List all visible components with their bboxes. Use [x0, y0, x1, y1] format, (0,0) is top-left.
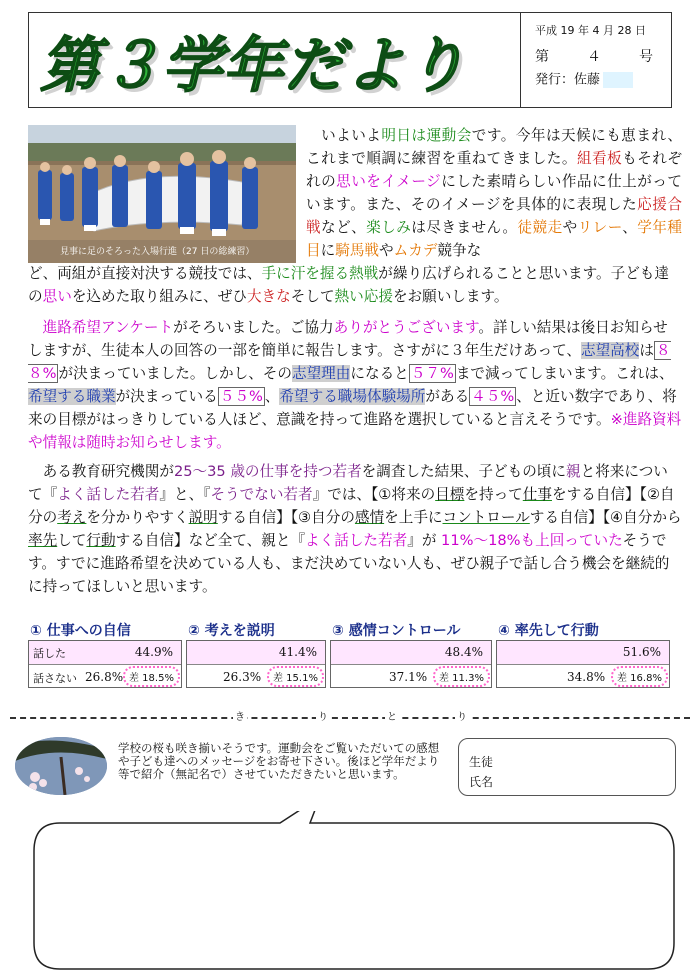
- text-segment: 目標: [435, 486, 465, 503]
- bar-box: [186, 640, 326, 688]
- issue-number-value: ４: [587, 49, 601, 65]
- paragraph-research: [28, 460, 682, 598]
- bottom-message: 学校の桜も咲き揃いそうです。運動会をご覧いただいての感想や子ども達へのメッセージをお寄せ下さい。後ほど学年だより等で紹介（無記名で）させていただきたいと思います。: [118, 741, 440, 781]
- text-segment: です。今年は天候にも恵まれ、これまで順調に練習を重ねてきました。: [306, 127, 682, 167]
- parade-photo: [28, 125, 296, 263]
- publisher-name-highlight: [603, 72, 633, 88]
- text-segment: を上手に: [384, 509, 443, 526]
- text-segment: もそれぞれの: [306, 150, 682, 190]
- text-segment: や: [379, 242, 394, 259]
- paragraph-sports-day: [306, 124, 682, 262]
- issue-prefix: 第: [535, 49, 549, 65]
- publisher: [535, 72, 633, 88]
- issue-date: 平成 19 年 4 月 28 日: [535, 24, 646, 37]
- text-segment: 学年種目: [306, 219, 682, 259]
- cut-label-3: と: [385, 708, 399, 723]
- bar-title: ④ 率先して行動: [498, 623, 599, 639]
- not-talked-value: 26.3%: [223, 670, 262, 684]
- text-segment: そうでない若者: [210, 486, 313, 503]
- text-segment: を調査した結果、子どもの頃に: [361, 463, 566, 480]
- issue-number: [535, 50, 653, 64]
- text-segment: ある教育研究機関が: [28, 463, 174, 480]
- bar-box: [330, 640, 492, 688]
- bar-title: ③ 感情コントロール: [332, 623, 461, 639]
- talked-label: 話した: [33, 647, 66, 660]
- text-segment: して: [57, 532, 87, 549]
- text-segment: 志望理由: [291, 365, 351, 382]
- text-segment: が繰り広げられることと思います。子ども達の: [28, 265, 669, 305]
- text-segment: 希望する職場体験場所: [279, 388, 426, 405]
- text-segment: 仕事: [522, 486, 552, 503]
- not-talked-value: 34.8%: [567, 670, 606, 684]
- text-segment: ど、両組が直接対決する競技では、: [28, 265, 262, 282]
- text-segment: 』では、【①将来の: [312, 486, 436, 503]
- difference-badge: 差 16.8%: [611, 666, 668, 687]
- text-segment: をする自信】【②自分の: [28, 486, 675, 526]
- paragraph-career-survey: [28, 316, 682, 454]
- not-talked-label: 話さない: [33, 672, 77, 685]
- text-segment: を分かりやすく: [86, 509, 189, 526]
- text-segment: 25～35 歳の仕事を持つ若者: [173, 463, 362, 480]
- text-segment: まで減ってしまいます。これは、: [455, 365, 674, 382]
- cherry-blossom-photo: [15, 737, 107, 795]
- text-segment: する自信】など全て、親と『: [115, 532, 306, 549]
- text-segment: 』と、『: [159, 486, 211, 503]
- text-segment: 、: [264, 388, 280, 405]
- text-segment: 応援合戦: [306, 196, 682, 236]
- name-label: 氏名: [469, 775, 494, 789]
- not-talked-value: 37.1%: [389, 670, 428, 684]
- text-segment: になると: [350, 365, 409, 382]
- text-segment: いよいよ: [306, 127, 382, 144]
- text-segment: 親: [566, 463, 581, 480]
- text-segment: 率先: [28, 532, 58, 549]
- difference-badge: 差 11.3%: [433, 666, 490, 687]
- publisher-text: 発行：佐藤: [535, 72, 601, 88]
- name-box: [458, 738, 676, 796]
- text-segment: 競争な: [437, 242, 482, 259]
- text-segment: は: [639, 342, 654, 359]
- text-segment: 説明: [188, 509, 218, 526]
- bar-box: [28, 640, 182, 688]
- difference-badge: 差 18.5%: [123, 666, 180, 687]
- talked-value: 44.9%: [134, 645, 173, 659]
- text-segment: に: [320, 242, 336, 259]
- text-segment: 希望する職業: [28, 388, 116, 405]
- text-segment: は尽きません。: [411, 219, 518, 236]
- text-segment: を持って: [464, 486, 523, 503]
- text-segment: 明日は運動会: [381, 127, 472, 144]
- talked-value: 48.4%: [444, 645, 483, 659]
- text-segment: 行動: [86, 532, 116, 549]
- student-label: 生徒: [469, 755, 494, 769]
- text-segment: 感情: [354, 509, 385, 526]
- text-segment: 、と近い数字であり、将来の目標がはっきりしている人ほど、意識を持って進路を選択していると言えそうです。: [28, 388, 677, 428]
- difference-badge: 差 15.1%: [267, 666, 324, 687]
- text-segment: ※進路資料や情報は随時お知らせします。: [28, 411, 682, 451]
- text-segment: 組看板: [576, 150, 623, 167]
- text-segment: 志望高校: [580, 342, 640, 359]
- cut-line: [10, 717, 690, 719]
- bar-title: ① 仕事への自信: [30, 623, 131, 639]
- text-segment: する自信】【④自分から: [529, 509, 682, 526]
- cut-label-2: り: [316, 708, 330, 723]
- text-segment: そして: [290, 288, 335, 305]
- text-segment: ４５%: [471, 388, 515, 405]
- text-segment: よく話した若者: [305, 532, 408, 549]
- text-segment: が決まっている: [115, 388, 218, 405]
- text-segment: よく話した若者: [57, 486, 160, 503]
- text-segment: が決まっていました。しかし、その: [58, 365, 292, 382]
- text-segment: を込めた取り組みに、ぜひ: [71, 288, 247, 305]
- text-segment: 考え: [57, 509, 87, 526]
- text-segment: ムカデ: [393, 242, 438, 259]
- text-segment: 手に汗を握る熱戦: [261, 265, 379, 282]
- issue-suffix: 号: [639, 49, 653, 65]
- text-segment: 思い: [42, 288, 72, 305]
- bar-box: [496, 640, 670, 688]
- text-segment: など、: [321, 219, 367, 236]
- paragraph-sports-day-continued: [28, 262, 682, 308]
- text-segment: 大きな: [246, 288, 291, 305]
- text-segment: 徒競走: [517, 219, 563, 236]
- text-segment: 楽しみ: [366, 219, 412, 236]
- talked-value: 51.6%: [622, 645, 661, 659]
- text-segment: がある: [425, 388, 470, 405]
- cut-label-1: き: [233, 708, 247, 723]
- photo-caption: 見事に足のそろった入場行進（27 日の総練習）: [60, 247, 255, 257]
- text-segment: 思いをイメージ: [336, 173, 442, 190]
- comment-area[interactable]: [30, 811, 680, 975]
- text-segment: や: [562, 219, 578, 236]
- text-segment: 進路希望アンケート: [42, 319, 174, 336]
- text-segment: をお願いします。: [392, 288, 509, 305]
- text-segment: そうです。すでに進路希望を決めている人も、まだ決めていない人も、ぜひ親子で話し合う機会を継続的に持ってほしいと思います。: [28, 532, 670, 595]
- text-segment: リレー: [577, 219, 623, 236]
- cut-label-4: り: [455, 708, 469, 723]
- text-segment: コントロール: [442, 509, 530, 526]
- header-divider: [520, 12, 521, 108]
- text-segment: にした素晴らしい作品に仕上がっています。また、そのイメージを具体的に表現した: [306, 173, 682, 213]
- text-segment: 11%～18%も上回っていた: [441, 532, 623, 549]
- bar-title: ② 考えを説明: [188, 623, 275, 639]
- text-segment: 騎馬戦: [335, 242, 380, 259]
- text-segment: する自信】【③自分の: [217, 509, 355, 526]
- text-segment: と将来について『: [28, 463, 668, 503]
- text-segment: 、: [622, 219, 638, 236]
- text-segment: ５５%: [219, 388, 263, 405]
- text-segment: ８８%: [28, 342, 671, 382]
- text-segment: がそろいました。ご協力: [173, 319, 334, 336]
- not-talked-value: 26.8%: [85, 670, 124, 684]
- text-segment: 熱い応援: [334, 288, 393, 305]
- newsletter-title: 第３学年だより: [40, 31, 467, 101]
- text-segment: [28, 319, 43, 336]
- text-segment: 。詳しい結果は後日お知らせしますが、生徒本人の回答の一部を簡単に報告します。さすがに３年生だけあって、: [28, 319, 668, 359]
- text-segment: ５７%: [410, 365, 454, 382]
- text-segment: ありがとうございます: [333, 319, 479, 336]
- text-segment: 』が: [407, 532, 442, 549]
- talked-value: 41.4%: [278, 645, 317, 659]
